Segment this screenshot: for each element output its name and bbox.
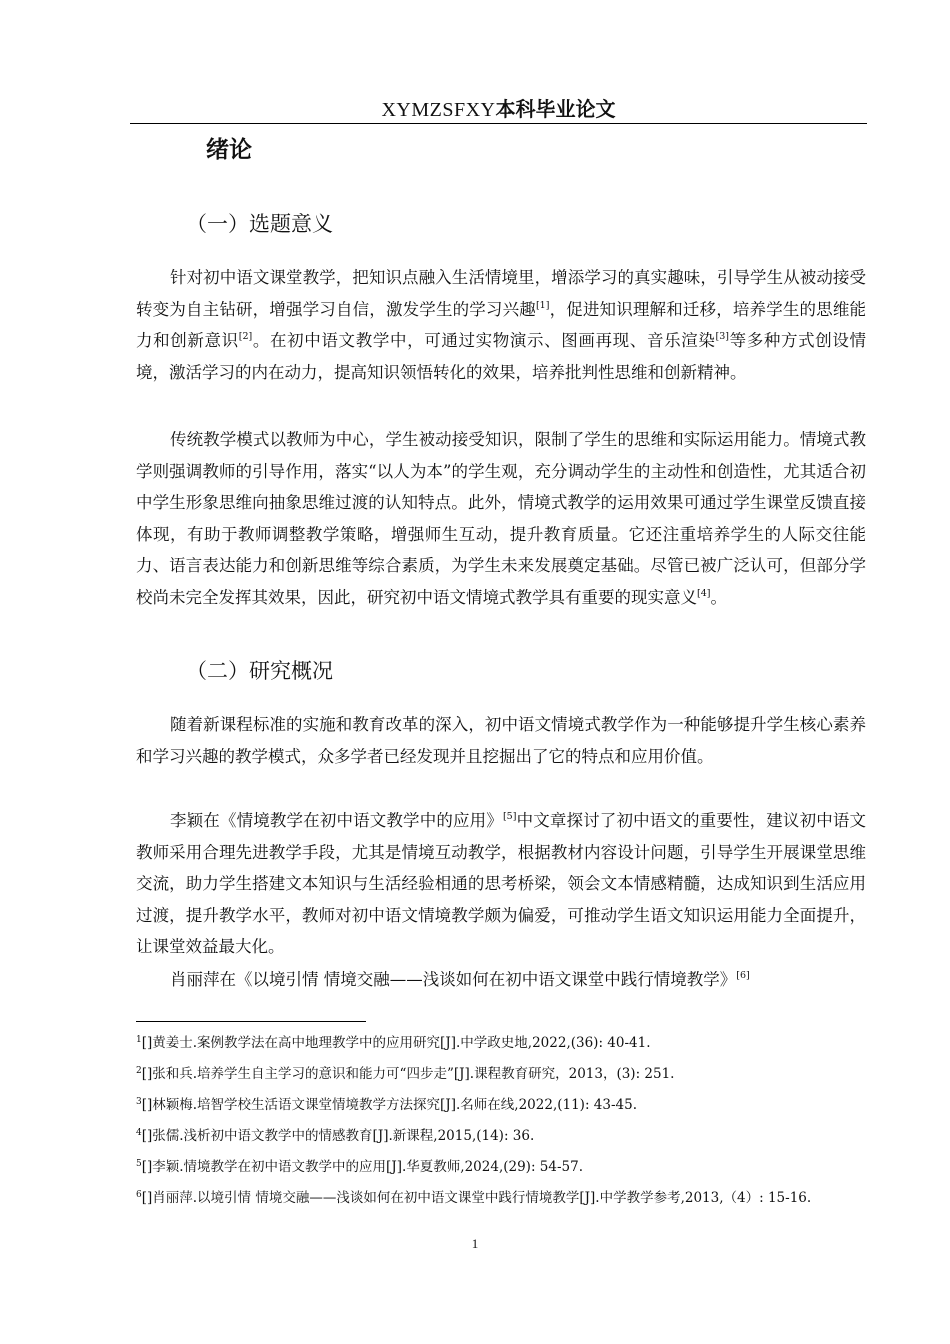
footnote-text: []张和兵.培养学生自主学习的意识和能力可“四步走”[J].课程教育研究，2013，(3): 251. bbox=[141, 1066, 675, 1082]
section-heading-overview: （二）研究概况 bbox=[186, 659, 333, 683]
paragraph-text: ，促进知识理解和迁移，培养学生的思维能力和创新意识 bbox=[136, 299, 867, 350]
paragraph-text: 。 bbox=[710, 587, 727, 607]
footnote-text: []李颖.情境教学在初中语文教学中的应用[J].华夏教师,2024,(29): 54-57. bbox=[141, 1159, 583, 1175]
citation-marker: [2] bbox=[238, 331, 253, 342]
paragraph-text: 。在初中语文教学中，可通过实物演示、图画再现、音乐渲染 bbox=[252, 331, 716, 350]
footnote-number: 5 bbox=[136, 1159, 142, 1169]
paragraph bbox=[136, 262, 866, 388]
citation-marker: [1] bbox=[535, 299, 550, 311]
footnote-number: 4 bbox=[136, 1128, 142, 1138]
footnote-text: []张儒.浅析初中语文教学中的情感教育[J].新课程,2015,(14): 36. bbox=[141, 1128, 535, 1144]
page-number: 1 bbox=[471, 1236, 479, 1251]
paragraph bbox=[136, 805, 866, 963]
footnote bbox=[136, 1065, 866, 1084]
footnote-text: []黄姜士.案例教学法在高中地理教学中的应用研究[J].中学政史地,2022,(36): 40-41. bbox=[141, 1035, 651, 1051]
paragraph bbox=[136, 709, 866, 772]
running-header bbox=[130, 96, 867, 123]
paragraph-text: 李颖在《情境教学在初中语文教学中的应用》 bbox=[170, 811, 503, 830]
footnote-text: []林颖梅.培智学校生活语文课堂情境教学方法探究[J].名师在线,2022,(11): 43-45. bbox=[141, 1097, 637, 1113]
paragraph-text: 肖丽萍在《以境引情 情境交融——浅谈如何在初中语文课堂中践行情境教学》 bbox=[170, 970, 737, 989]
footnote-number: 2 bbox=[136, 1066, 142, 1076]
footnote bbox=[136, 1127, 866, 1146]
citation-marker: [5] bbox=[502, 811, 517, 822]
chapter-title: 绪论 bbox=[206, 137, 252, 163]
paragraph-text: 中文章探讨了初中语文的重要性，建议初中语文教师采用合理先进教学手段，尤其是情境互动教学，根据教材内容设计问题，引导学生开展课堂思维交流，助力学生搭建文本知识与生活经验相通的思考桥梁，领会文本情感精髓，达成知识到生活应用过渡，提升教学水平，教师对初中语文情境教学颇为偏爱，可推动学生语文知识运用能力全面提升，让课堂效益最大化。 bbox=[136, 811, 867, 956]
paragraph-text: 针对初中语文课堂教学，把知识点融入生活情境里，增添学习的真实趣味，引导学生从被动接受转变为自主钻研，增强学习自信，激发学生的学习兴趣 bbox=[136, 268, 866, 319]
citation-marker: [6] bbox=[736, 970, 750, 981]
paragraph-text: 随着新课程标准的实施和教育改革的深入，初中语文情境式教学作为一种能够提升学生核心素养和学习兴趣的教学模式，众多学者已经发现并且挖掘出了它的特点和应用价值。 bbox=[136, 715, 866, 766]
footnote-number: 6 bbox=[136, 1190, 142, 1200]
paragraph-text: 传统教学模式以教师为中心，学生被动接受知识，限制了学生的思维和实际运用能力。情境式教学则强调教师的引导作用，落实“以人为本”的学生观，充分调动学生的主动性和创造性，尤其适合初中学生形象思维向抽象思维过渡的认知特点。此外，情境式教学的运用效果可通过学生课堂反馈直接体现，有助于教师调整教学策略，增强师生互动，提升教育质量。它还注重培养学生的人际交往能力、语言表达能力和创新思维等综合素质，为学生未来发展奠定基础。尽管已被广泛认可，但部分学校尚未完全发挥其效果，因此，研究初中语文情境式教学具有重要的现实意义 bbox=[136, 430, 866, 607]
section-heading-significance: （一）选题意义 bbox=[186, 212, 333, 236]
footnote-number: 1 bbox=[136, 1035, 142, 1045]
header-title: 本科毕业论文 bbox=[495, 97, 616, 121]
footnote bbox=[136, 1034, 866, 1053]
paragraph bbox=[136, 424, 866, 613]
footnote-number: 3 bbox=[136, 1097, 142, 1107]
footnote-separator bbox=[136, 1021, 366, 1022]
footnote-text: []肖丽萍.以境引情 情境交融——浅谈如何在初中语文课堂中践行情境教学[J].中学教学参考,2013,（4）: 15-16. bbox=[141, 1190, 812, 1206]
header-code: XYMZSFXY bbox=[381, 99, 496, 121]
footnote bbox=[136, 1189, 866, 1208]
paragraph-text: 等多种方式创设情境，激活学习的内在动力，提高知识领悟转化的效果，培养批判性思维和创新精神。 bbox=[136, 331, 867, 382]
footnote bbox=[136, 1158, 866, 1177]
citation-marker: [3] bbox=[715, 331, 729, 342]
header-rule bbox=[130, 123, 867, 124]
paragraph bbox=[136, 964, 866, 996]
citation-marker: [4] bbox=[697, 587, 711, 599]
footnote bbox=[136, 1096, 866, 1115]
